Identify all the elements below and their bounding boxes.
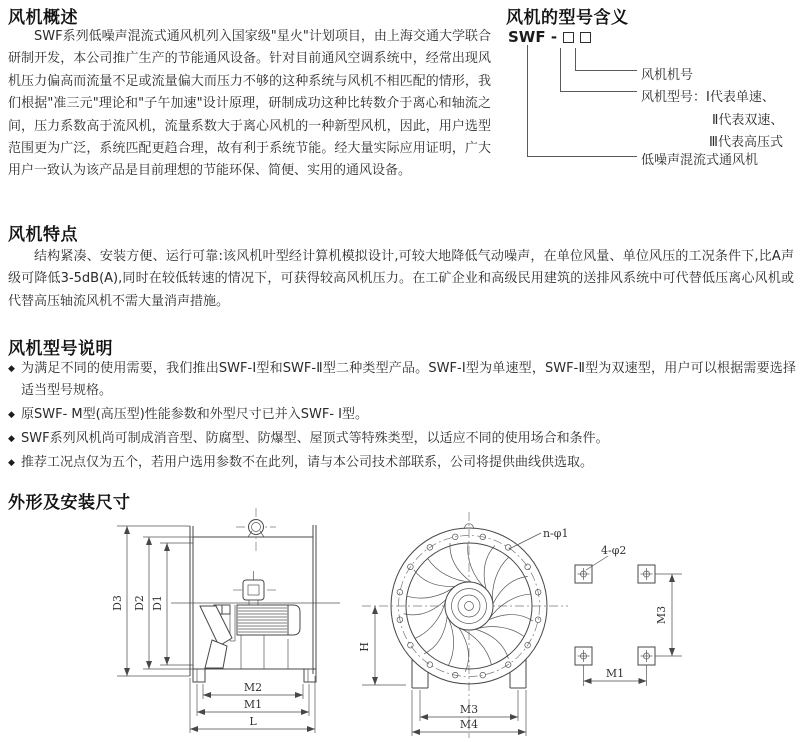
dim-label-m1: M1	[243, 698, 263, 711]
mounting-pad	[638, 647, 655, 665]
model-code-box-2	[580, 32, 591, 43]
front-view-drawing	[358, 512, 569, 738]
bullet-icon: ◆	[8, 410, 15, 420]
dim-label-d1: D1	[151, 595, 164, 611]
bullet-icon: ◆	[8, 364, 15, 374]
dimensions-heading: 外形及安装尺寸	[8, 493, 131, 513]
list-item	[8, 452, 796, 474]
model-notes-heading: 风机型号说明	[8, 339, 113, 359]
side-view-drawing	[111, 508, 340, 733]
overview-heading: 风机概述	[8, 8, 78, 28]
dim-label-d2: D2	[133, 595, 146, 611]
label-fan-type-1: 风机型号：Ⅰ代表单速、	[641, 90, 775, 105]
dim-label-h: H	[358, 642, 371, 652]
list-item	[8, 428, 796, 450]
features-heading: 风机特点	[8, 225, 78, 245]
mounting-pad	[575, 647, 592, 665]
model-meaning-heading: 风机的型号含义	[506, 8, 629, 28]
dim-label-n-phi1: n-φ1	[543, 527, 569, 540]
model-code	[508, 28, 591, 46]
hub	[445, 582, 493, 630]
dim-label-m1-right: M1	[605, 667, 625, 680]
connector-line-series	[527, 45, 637, 157]
note-text: 原SWF- M型(高压型)性能参数和外型尺寸已并入SWF- Ⅰ型。	[21, 407, 369, 422]
model-code-prefix: SWF -	[508, 28, 558, 46]
overview-paragraph: SWF系列低噪声混流式通风机列入国家级"星火"计划项目，由上海交通大学联合研制开发，本公司推广生产的节能通风设备。针对目前通风空调系统中，经常出现风机压力偏高而流量不足或流量偏大而压力不够的这种系统与风机不相匹配的情形，我们根据"准三元"理论和"子午加速"设计原理，研制成功这种比转数介于离心和轴流之间，压力系数高于流风机，流量系数大于离心风机的一种新型风机，因此，用户选型范围更为广泛，系统匹配更趋合理，故有利于系统节能。经大量实际应用证明，广大用户一致认为该产品是目前理想的节能环保、简便、实用的通风设备。	[8, 29, 491, 179]
note-text: SWF系列风机尚可制成消音型、防腐型、防爆型、屋顶式等特殊类型，以适应不同的使用场合和条件。	[21, 431, 609, 446]
dim-label-m2: M2	[243, 681, 263, 694]
bullet-icon: ◆	[8, 458, 15, 468]
bullet-icon: ◆	[8, 434, 15, 444]
model-notes-list	[8, 358, 796, 476]
note-text: 推荐工况点仅为五个，若用户选用参数不在此列，请与本公司技术部联系，公司将提供曲线供选取。	[21, 455, 594, 470]
list-item	[8, 358, 796, 402]
label-fan-number: 风机机号	[641, 68, 694, 83]
dim-label-d3: D3	[111, 595, 124, 611]
list-item	[8, 404, 796, 426]
model-code-box-1	[563, 32, 574, 43]
features-paragraph: 结构紧凑、安装方便、运行可靠:该风机叶型经计算机模拟设计,可较大地降低气动噪声，在单位风量、单位风压的工况条件下,比A声级可降低3-5dB(A),同时在较低转速的情况下，可获得较高风机压力。在工矿企业和高级民用建筑的送排风系统中可代替低压离心风机或代替高压轴流风机不需大量消声措施。	[8, 249, 794, 309]
dim-label-m3-right: M3	[655, 605, 668, 625]
label-fan-type-3: Ⅲ代表高压式	[709, 135, 783, 150]
dim-label-m3: M3	[459, 703, 479, 716]
dimension-drawings	[0, 505, 800, 743]
junction-box	[243, 580, 264, 600]
dim-label-m4: M4	[459, 718, 479, 731]
dim-label-l: L	[249, 715, 257, 728]
bolt-pattern-drawing	[575, 544, 682, 686]
label-series-name: 低噪声混流式通风机	[641, 153, 759, 168]
note-text: 为满足不同的使用需要，我们推出SWF-Ⅰ型和SWF-Ⅱ型二种类型产品。SWF-Ⅰ型为单速型，SWF-Ⅱ型为双速型，用户可以根据需要选择适当型号规格。	[21, 361, 796, 398]
dim-label-4-phi2: 4-φ2	[601, 544, 627, 557]
label-fan-type-2: Ⅱ代表双速、	[712, 113, 784, 128]
mounting-pad	[638, 565, 655, 583]
